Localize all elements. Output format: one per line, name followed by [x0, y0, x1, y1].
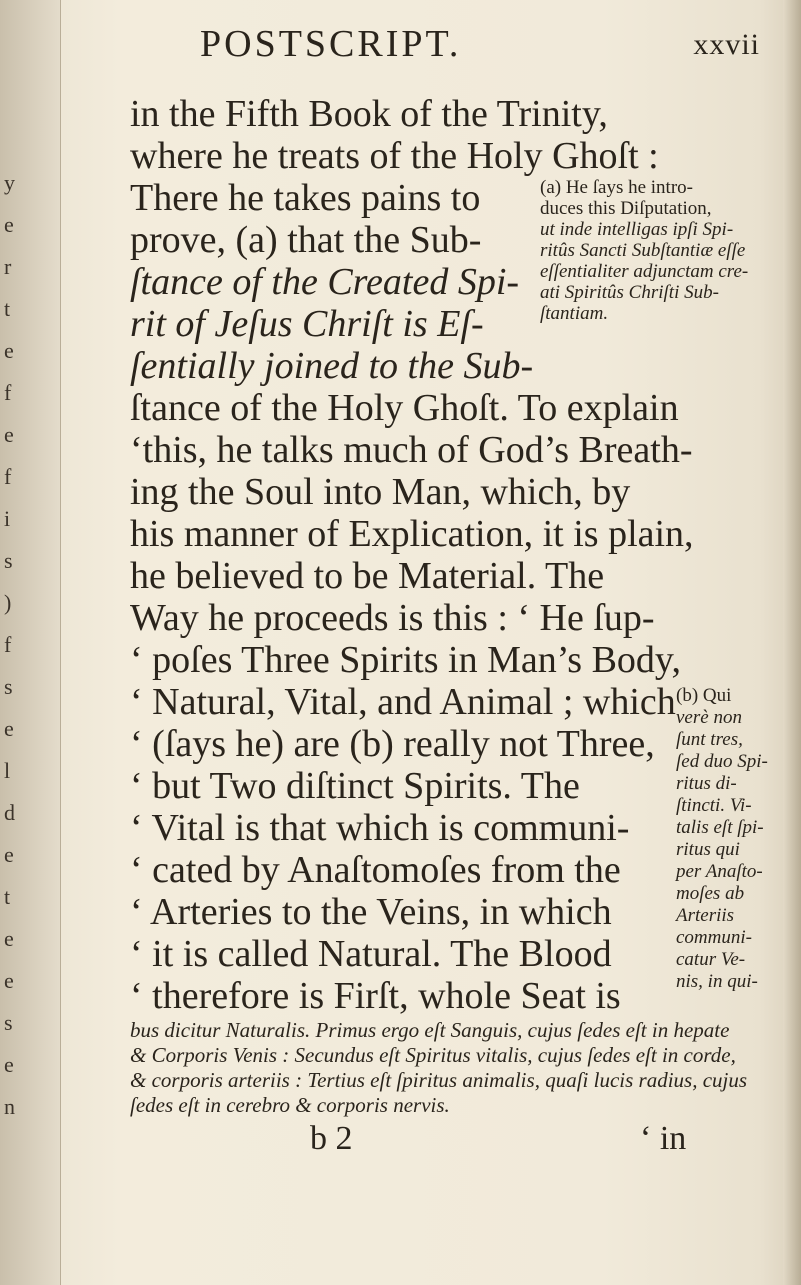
text-line: his manner of Explication, it is plain,: [130, 513, 694, 555]
text-line: ‘ cated by Anaſtomoſes from the: [130, 849, 621, 891]
gutter-letter: e: [4, 422, 14, 447]
gutter-letter: y: [4, 170, 15, 195]
gutter-letter: e: [4, 968, 14, 993]
gutter-letter: e: [4, 926, 14, 951]
gutter-letter: t: [4, 884, 11, 909]
text-line: ‘ Natural, Vital, and Animal ; which: [130, 681, 676, 723]
gutter-letter: n: [4, 1094, 15, 1119]
note-line: ritus qui: [676, 839, 740, 860]
gutter-letter: r: [4, 254, 12, 279]
text-line: rit of Jeſus Chriſt is Eſ-: [130, 303, 484, 345]
page-number: xxvii: [693, 28, 760, 61]
text-line: in the Fifth Book of the Trinity,: [130, 93, 608, 135]
note-line: per Anaſto-: [676, 861, 763, 882]
footnote-line: ſedes eſt in cerebro & corporis nervis.: [130, 1093, 450, 1117]
note-line: ritus di-: [676, 773, 737, 794]
facing-page-edge: [0, 0, 61, 1285]
footnote-line: & Corporis Venis : Secundus eſt Spiritus vitalis, cujus ſedes eſt in corde,: [130, 1043, 736, 1067]
note-line: ſtincti. Vi-: [676, 795, 752, 816]
text-line: he believed to be Material. The: [130, 555, 605, 597]
gutter-letter: s: [4, 674, 13, 699]
gutter-letter: d: [4, 800, 15, 825]
text-line: ‘ (ſays he) are (b) really not Three,: [130, 723, 655, 765]
text-line: ‘ poſes Three Spirits in Man’s Body,: [130, 639, 681, 681]
text-line: ſentially joined to the Sub-: [130, 345, 534, 387]
gutter-letter: e: [4, 716, 14, 741]
note-line: ſtantiam.: [540, 303, 609, 324]
note-line: catur Ve-: [676, 949, 746, 970]
text-line: ‘ but Two diſtinct Spirits. The: [130, 765, 580, 807]
text-line: Way he proceeds is this : ‘ He ſup-: [130, 597, 655, 639]
gutter-letter: i: [4, 506, 11, 531]
footnote-line: & corporis arteriis : Tertius eſt ſpiritus animalis, quaſi lucis radius, cujus: [130, 1068, 748, 1092]
text-line: ſtance of the Created Spi-: [130, 261, 520, 303]
text-line: There he takes pains to: [130, 177, 481, 219]
note-line: ut inde intelligas ipſi Spi-: [540, 219, 734, 240]
note-line: communi-: [676, 927, 752, 948]
note-line: ritûs Sancti Subſtantiæ eſſe: [540, 240, 746, 261]
text-line: ‘ Vital is that which is communi-: [130, 807, 630, 849]
text-line: ſtance of the Holy Ghoſt. To explain: [130, 387, 679, 429]
text-line: prove, (a) that the Sub-: [130, 219, 482, 261]
text-line: ‘ therefore is Firſt, whole Seat is: [130, 975, 621, 1017]
gutter-letter: e: [4, 842, 14, 867]
gutter-letter: ): [4, 590, 12, 615]
note-line: moſes ab: [676, 883, 745, 904]
gutter-letter: t: [4, 296, 11, 321]
text-line: ing the Soul into Man, which, by: [130, 471, 631, 513]
gutter-letter: e: [4, 1052, 14, 1077]
running-title: POSTSCRIPT.: [200, 23, 462, 65]
note-line: Arteriis: [676, 905, 735, 926]
page-edge-shadow: [783, 0, 801, 1285]
note-line: eſſentialiter adjunctam cre-: [540, 261, 749, 282]
text-line: ‘ Arteries to the Veins, in which: [130, 891, 612, 933]
footnote-line: bus dicitur Naturalis. Primus ergo eſt Sanguis, cujus ſedes eſt in hepate: [130, 1018, 730, 1042]
note-line: ati Spiritûs Chriſti Sub-: [540, 282, 719, 303]
note-line: (b) Qui: [676, 685, 732, 706]
gutter-letter: s: [4, 1010, 13, 1035]
note-line: nis, in qui-: [676, 971, 758, 992]
note-line: verè non: [676, 707, 742, 728]
text-line: ‘this, he talks much of God’s Breath-: [130, 429, 693, 471]
gutter-letter: f: [4, 464, 12, 489]
note-line: ſunt tres,: [676, 729, 743, 750]
text-line: ‘ it is called Natural. The Blood: [130, 933, 612, 975]
signature-mark: b 2: [310, 1120, 353, 1157]
gutter-letter: s: [4, 548, 13, 573]
note-line: (a) He ſays he intro-: [540, 177, 693, 198]
running-header: [200, 22, 760, 66]
note-line: ſed duo Spi-: [676, 751, 768, 772]
gutter-letter: e: [4, 338, 14, 363]
text-line: where he treats of the Holy Ghoſt :: [130, 135, 659, 177]
gutter-letter: f: [4, 632, 12, 657]
gutter-letter: e: [4, 212, 14, 237]
note-line: talis eſt ſpi-: [676, 817, 764, 838]
gutter-letter: f: [4, 380, 12, 405]
note-line: duces this Diſputation,: [540, 198, 712, 219]
catchword: ‘ in: [640, 1120, 687, 1157]
gutter-letter: l: [4, 758, 11, 783]
